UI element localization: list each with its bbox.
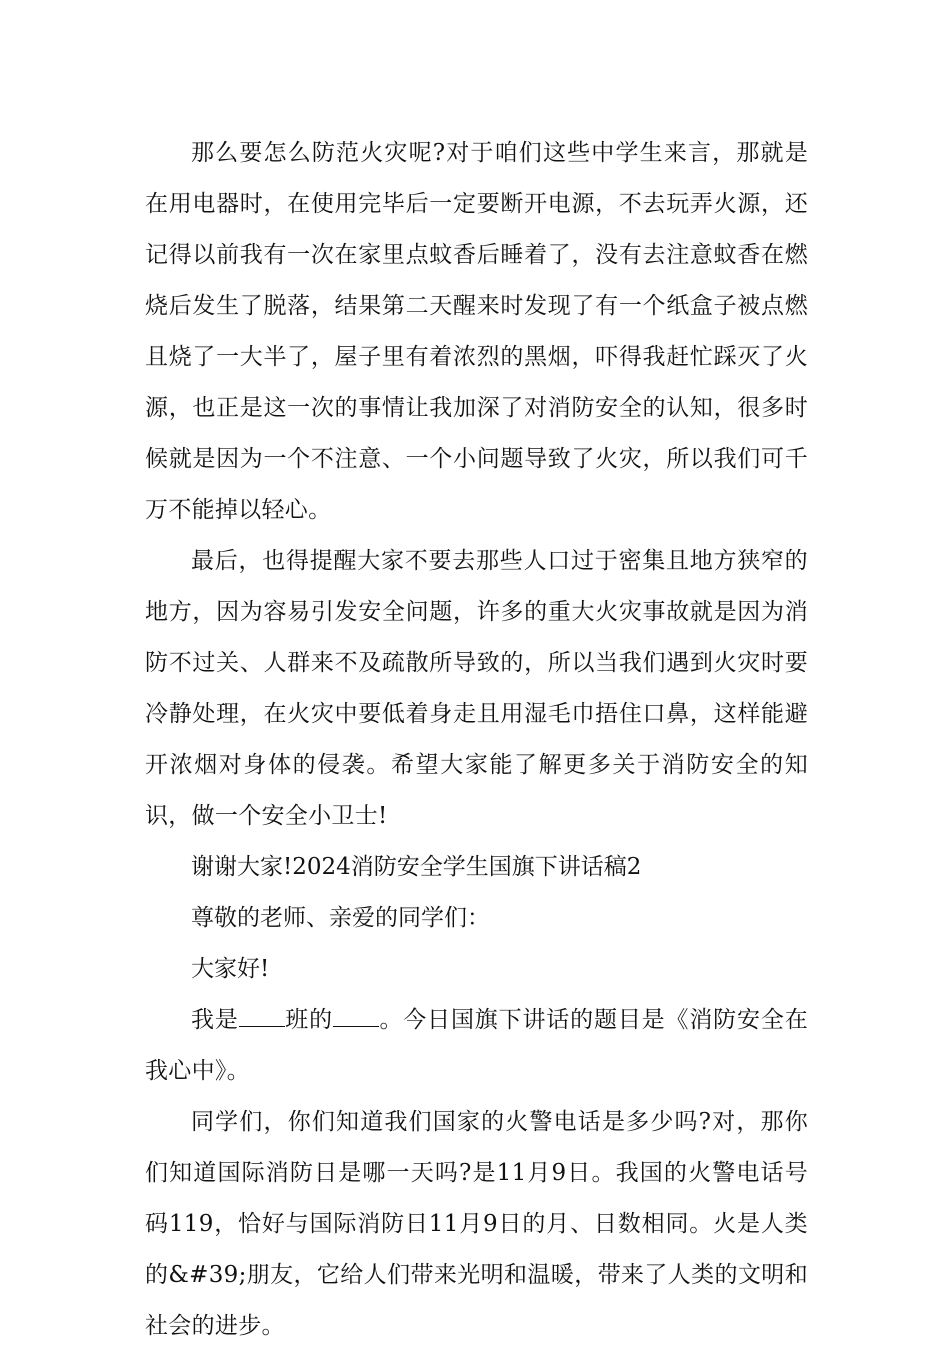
- paragraph-self-introduction: [145, 995, 808, 1097]
- intro-text-end: 。今日国旗下讲话的题目是《消防安全在我心中》。: [145, 1007, 808, 1084]
- class-name-blank: [239, 1008, 285, 1027]
- document-body: [145, 128, 808, 1352]
- paragraph-fire-prevention: 那么要怎么防范火灾呢?对于咱们这些中学生来言，那就是在用电器时，在使用完毕后一定要断开电源，不去玩弄火源，还记得以前我有一次在家里点蚊香后睡着了，没有去注意蚊香在燃烧后发生了脱落，结果第二天醒来时发现了有一个纸盒子被点燃且烧了一大半了，屋子里有着浓烈的黑烟，吓得我赶忙踩灭了火源，也正是这一次的事情让我加深了对消防安全的认知，很多时候就是因为一个不注意、一个小问题导致了火灾，所以我们可千万不能掉以轻心。: [145, 140, 808, 523]
- intro-text-start: 我是: [191, 1007, 239, 1033]
- speech-title-line: 谢谢大家!2024消防安全学生国旗下讲话稿2: [191, 854, 642, 880]
- intro-text-middle: 班的: [284, 1007, 333, 1033]
- student-name-blank: [333, 1008, 379, 1027]
- greeting: 大家好!: [191, 956, 270, 982]
- paragraph-safety-reminder: 最后，也得提醒大家不要去那些人口过于密集且地方狭窄的地方，因为容易引发安全问题，许多的重大火灾事故就是因为消防不过关、人群来不及疏散所导致的，所以当我们遇到火灾时要冷静处理，在火灾中要低着身走且用湿毛巾捂住口鼻，这样能避开浓烟对身体的侵袭。希望大家能了解更多关于消防安全的知识，做一个安全小卫士!: [145, 548, 808, 829]
- salutation: 尊敬的老师、亲爱的同学们：: [191, 905, 490, 931]
- paragraph-fire-alarm-number: 同学们，你们知道我们国家的火警电话是多少吗?对，那你们知道国际消防日是哪一天吗?是11月9日。我国的火警电话号码119，恰好与国际消防日11月9日的月、日数相同。火是人类的&#39;朋友，它给人们带来光明和温暖，带来了人类的文明和社会的进步。: [145, 1109, 808, 1339]
